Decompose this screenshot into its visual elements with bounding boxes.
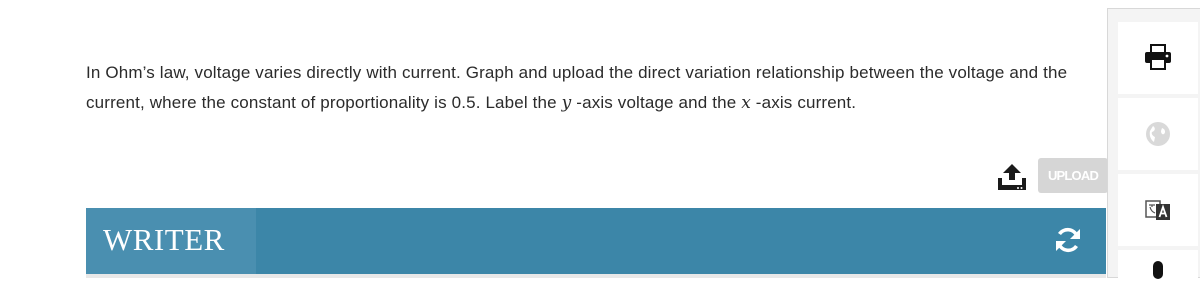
writer-tab[interactable]: [86, 208, 256, 274]
microphone-icon: [1144, 260, 1172, 280]
translate-icon: [1144, 196, 1172, 224]
writer-label: WRITER: [103, 222, 225, 257]
question-text-part3: -axis current.: [750, 92, 857, 112]
upload-icon[interactable]: [997, 163, 1027, 191]
refresh-icon[interactable]: [1053, 225, 1083, 255]
writer-area-edge: [86, 274, 1106, 278]
writer-bar: [86, 208, 1106, 274]
question-text-part2: -axis voltage and the: [571, 92, 742, 112]
x-variable: x: [741, 92, 751, 113]
globe-icon: [1144, 120, 1172, 148]
y-variable: y: [561, 92, 572, 113]
translate-button[interactable]: [1118, 174, 1198, 246]
question-text-part1: In Ohm’s law, voltage varies directly with current. Graph and upload the direct variation relationship between the voltage and the current, where the constant of proportionality is 0.5. Label the: [86, 63, 1068, 112]
globe-button[interactable]: [1118, 98, 1198, 170]
side-toolbar: [1107, 8, 1200, 278]
microphone-button[interactable]: [1118, 250, 1198, 290]
printer-icon: [1144, 44, 1172, 70]
question-text: [86, 58, 1086, 118]
print-button[interactable]: [1118, 22, 1198, 94]
upload-button[interactable]: UPLOAD: [1038, 158, 1108, 193]
